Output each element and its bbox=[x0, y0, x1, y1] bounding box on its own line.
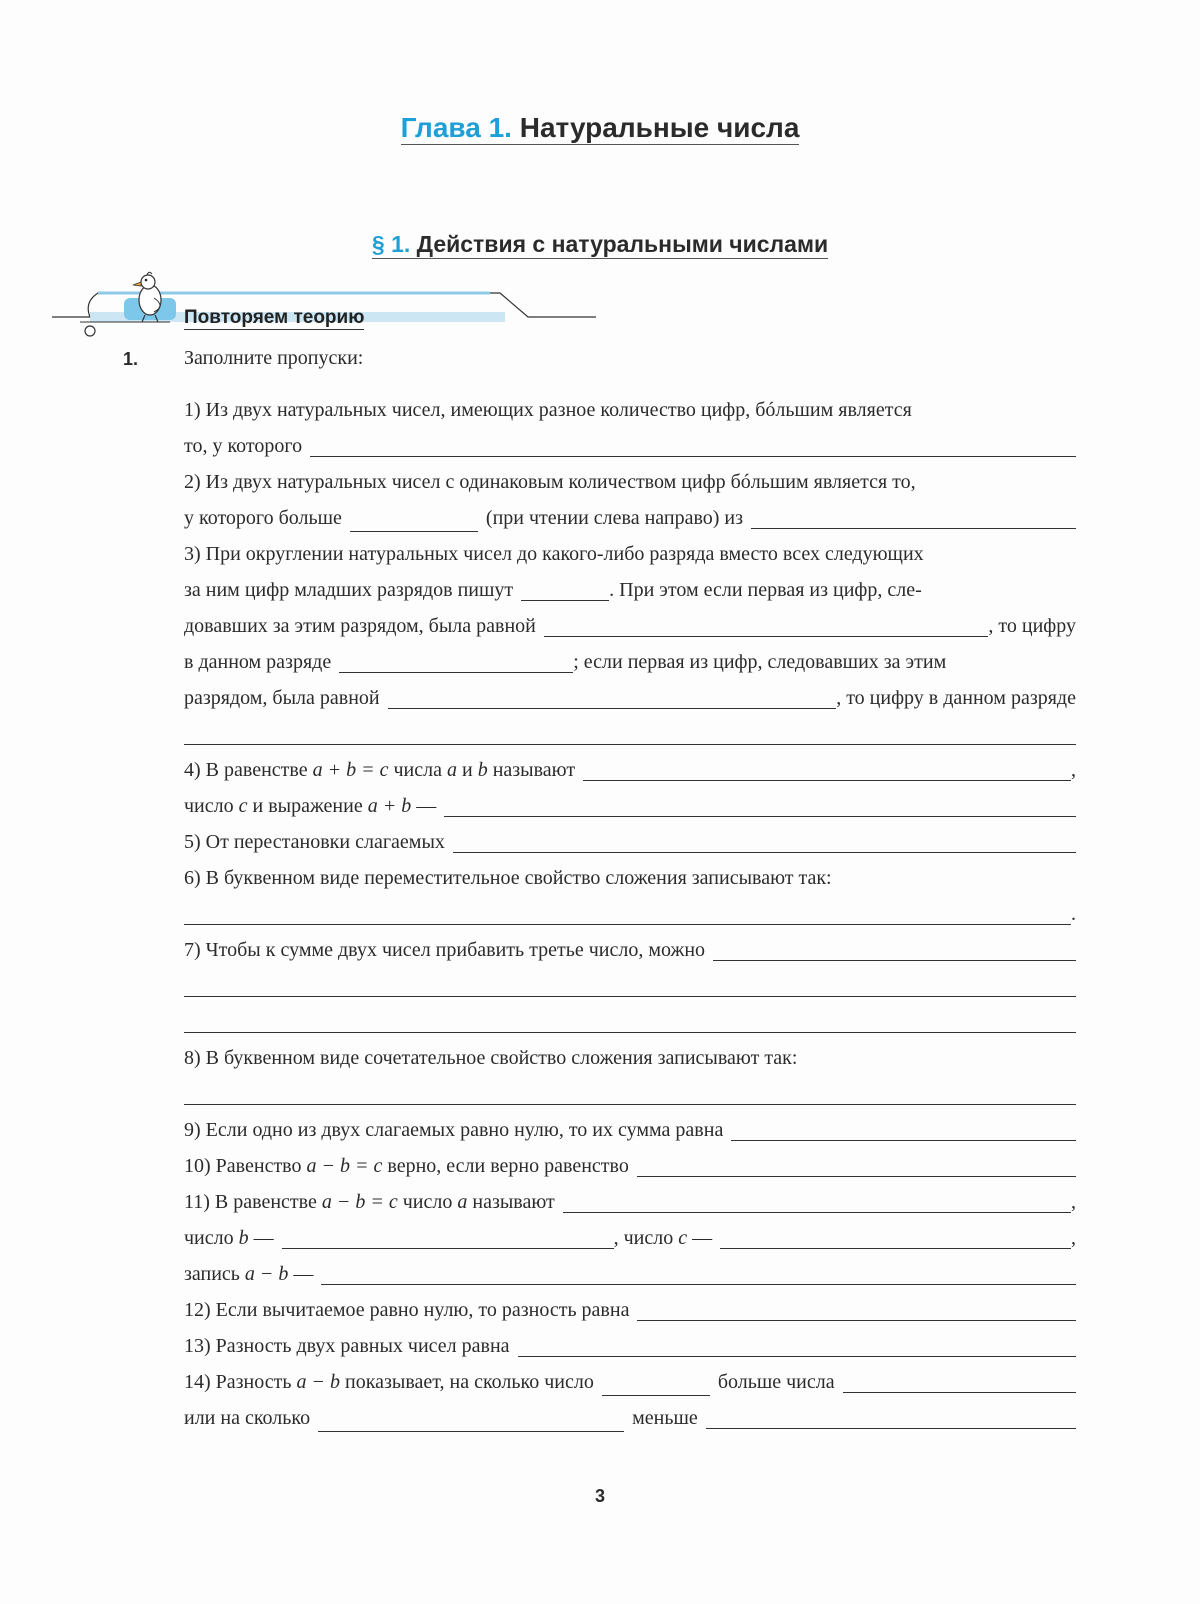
item-10-line: 10) Равенство a − b = c верно, если верно равенство bbox=[184, 1152, 1076, 1180]
answer-blank[interactable] bbox=[518, 1355, 1076, 1357]
item-4-line-1: 4) В равенстве a + b = c числа a и b называют , bbox=[184, 759, 1076, 781]
answer-blank[interactable] bbox=[843, 1391, 1076, 1393]
item-3-line-1: 3) При округлении натуральных чисел до какого-либо разряда вместо всех следующих bbox=[184, 543, 924, 565]
section-title: Действия с натуральными числами bbox=[416, 231, 829, 257]
item-1-line-2: то, у которого bbox=[184, 432, 1076, 460]
chapter-heading bbox=[0, 112, 1200, 144]
answer-blank[interactable] bbox=[184, 1103, 1076, 1105]
answer-blank[interactable] bbox=[318, 1430, 624, 1432]
answer-blank[interactable] bbox=[453, 851, 1076, 853]
item-2-line-1: 2) Из двух натуральных чисел с одинаковым количеством цифр бóльшим является то, bbox=[184, 471, 916, 493]
chapter-prefix: Глава 1. bbox=[400, 112, 512, 143]
item-7-line-1: 7) Чтобы к сумме двух чисел прибавить третье число, можно bbox=[184, 936, 1076, 964]
answer-blank[interactable] bbox=[544, 635, 989, 637]
item-8-line-1: 8) В буквенном виде сочетательное свойство сложения записывают так: bbox=[184, 1047, 798, 1069]
item-5-line: 5) От перестановки слагаемых bbox=[184, 828, 1076, 856]
item-14-line-2: или на сколько меньше bbox=[184, 1404, 1076, 1432]
task-number: 1. bbox=[123, 349, 139, 369]
answer-blank[interactable] bbox=[521, 599, 609, 601]
item-11-line-1: 11) В равенстве a − b = c число a называют , bbox=[184, 1191, 1076, 1213]
item-3-line-2: за ним цифр младших разрядов пишут . При этом если первая из цифр, сле- bbox=[184, 579, 922, 601]
item-13-line: 13) Разность двух равных чисел равна bbox=[184, 1332, 1076, 1360]
answer-blank[interactable] bbox=[282, 1247, 614, 1249]
item-7-line-3 bbox=[184, 1008, 1076, 1036]
item-3-line-5: разрядом, была равной , то цифру в данном разряде bbox=[184, 687, 1076, 709]
task-intro: Заполните пропуски: bbox=[184, 347, 364, 369]
answer-blank[interactable] bbox=[184, 995, 1076, 997]
item-4-line-2: число c и выражение a + b — bbox=[184, 792, 1076, 820]
item-3-line-3: довавших за этим разрядом, была равной , то цифру bbox=[184, 615, 1076, 637]
answer-blank[interactable] bbox=[184, 743, 1076, 745]
answer-blank[interactable] bbox=[184, 1031, 1076, 1033]
theory-label: Повторяем теорию bbox=[184, 307, 365, 328]
circle-bullet-icon bbox=[85, 326, 95, 336]
item-2-line-2: у которого больше (при чтении слева направо) из bbox=[184, 504, 1076, 532]
answer-blank[interactable] bbox=[321, 1283, 1076, 1285]
item-3-line-4: в данном разряде ; если первая из цифр, следовавших за этим bbox=[184, 651, 947, 673]
answer-blank[interactable] bbox=[583, 779, 1071, 781]
item-9-line: 9) Если одно из двух слагаемых равно нулю, то их сумма равна bbox=[184, 1116, 1076, 1144]
section-heading bbox=[0, 231, 1200, 258]
answer-blank[interactable] bbox=[751, 527, 1076, 529]
item-11-line-3: запись a − b — bbox=[184, 1260, 1076, 1288]
item-12-line: 12) Если вычитаемое равно нулю, то разность равна bbox=[184, 1296, 1076, 1324]
item-7-line-2 bbox=[184, 972, 1076, 1000]
answer-blank[interactable] bbox=[444, 815, 1076, 817]
section-prefix: § 1. bbox=[371, 231, 411, 257]
bird-mascot-icon bbox=[124, 272, 176, 322]
answer-blank[interactable] bbox=[720, 1247, 1071, 1249]
answer-blank[interactable] bbox=[339, 671, 573, 673]
item-8-line-2 bbox=[184, 1080, 1076, 1108]
theory-banner-decoration bbox=[50, 270, 610, 342]
item-6-line-1: 6) В буквенном виде переместительное свойство сложения записывают так: bbox=[184, 867, 832, 889]
answer-blank[interactable] bbox=[602, 1394, 710, 1396]
answer-blank[interactable] bbox=[563, 1211, 1071, 1213]
answer-blank[interactable] bbox=[637, 1319, 1076, 1321]
item-1-line-1: 1) Из двух натуральных чисел, имеющих разное количество цифр, бóльшим является bbox=[184, 399, 912, 421]
answer-blank[interactable] bbox=[184, 923, 1071, 925]
answer-blank[interactable] bbox=[350, 530, 478, 532]
item-14-line-1: 14) Разность a − b показывает, на сколько число больше числа bbox=[184, 1368, 1076, 1396]
answer-blank[interactable] bbox=[731, 1139, 1076, 1141]
chapter-title: Натуральные числа bbox=[519, 112, 800, 143]
item-11-line-2: число b — , число c — , bbox=[184, 1227, 1076, 1249]
answer-blank[interactable] bbox=[713, 959, 1076, 961]
item-3-line-6 bbox=[184, 720, 1076, 748]
page-number: 3 bbox=[594, 1486, 605, 1506]
answer-blank[interactable] bbox=[388, 707, 837, 709]
item-6-line-2: . bbox=[184, 900, 1076, 928]
answer-blank[interactable] bbox=[310, 455, 1076, 457]
answer-blank[interactable] bbox=[637, 1175, 1076, 1177]
answer-blank[interactable] bbox=[706, 1427, 1076, 1429]
